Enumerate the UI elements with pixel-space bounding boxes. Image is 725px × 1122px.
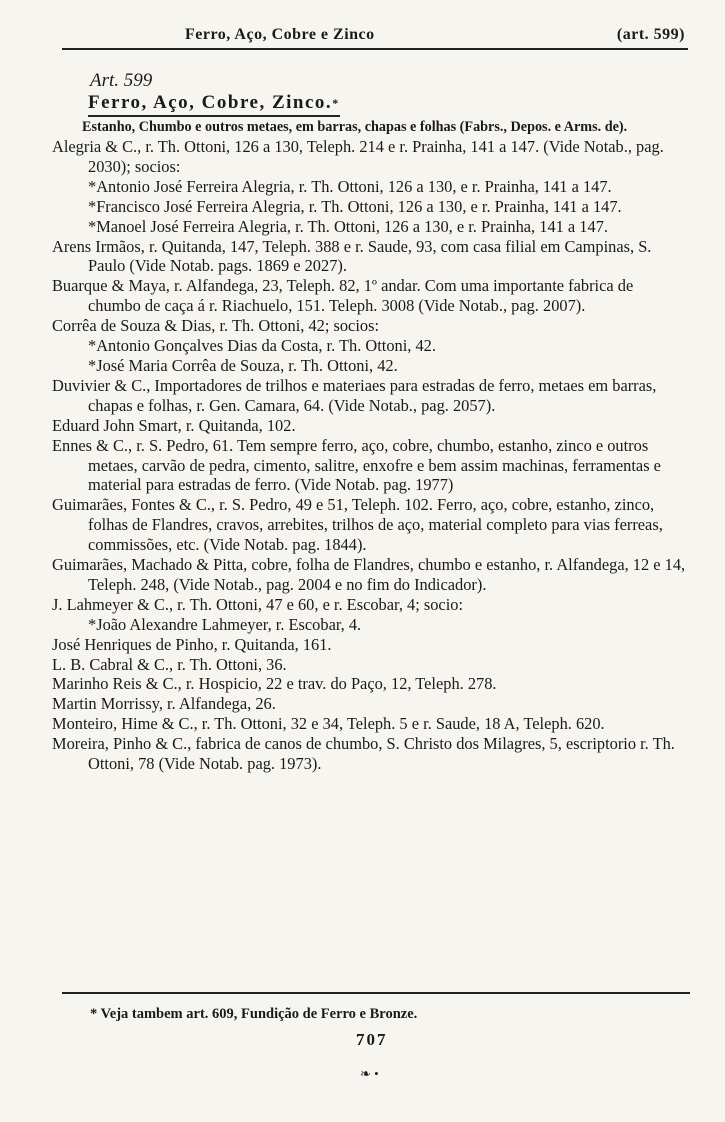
sub-entry: *Francisco José Ferreira Alegria, r. Th. Ottoni, 126 a 130, e r. Prainha, 141 a 147. (88, 196, 622, 216)
list-entry: Guimarães, Machado & Pitta, cobre, folha de Flandres, chumbo e estanho, r. Alfandega, 12 e 14, Teleph. 248, (Vide Notab., pag. 2004 e no fim do Indicador). (52, 555, 686, 594)
list-entry: Eduard John Smart, r. Quitanda, 102. (52, 415, 296, 435)
section-title-text: Ferro, Aço, Cobre, Zinco. (88, 92, 333, 113)
list-entry: J. Lahmeyer & C., r. Th. Ottoni, 47 e 60, e r. Escobar, 4; socio: (52, 594, 464, 614)
bottom-rule (62, 992, 690, 994)
list-entry: L. B. Cabral & C., r. Th. Ottoni, 36. (52, 654, 287, 674)
list-entry: José Henriques de Pinho, r. Quitanda, 161. (52, 634, 332, 654)
sub-entry: *João Alexandre Lahmeyer, r. Escobar, 4. (88, 614, 362, 634)
list-entry: Alegria & C., r. Th. Ottoni, 126 a 130, Teleph. 214 e r. Prainha, 141 a 147. (Vide Notab., pag. 2030); socios: (52, 137, 664, 176)
section-title-marker: * (332, 96, 340, 110)
list-entry: Martin Morrissy, r. Alfandega, 26. (52, 694, 276, 714)
list-entry: Arens Irmãos, r. Quitanda, 147, Teleph. 388 e r. Saude, 93, com casa filial em Campinas, S. Paulo (Vide Notab. pags. 1869 e 2027). (52, 236, 652, 276)
list-entry: Buarque & Maya, r. Alfandega, 23, Teleph. 82, 1º andar. Com uma importante fabrica de chumbo de caça á r. Riachuelo, 151. Teleph. 3008 (Vide Notab., pag. 2007). (52, 276, 634, 316)
sub-entry: *Antonio José Ferreira Alegria, r. Th. Ottoni, 126 a 130, e r. Prainha, 141 a 147. (88, 176, 612, 196)
sub-entry: *Antonio Gonçalves Dias da Costa, r. Th. Ottoni, 42. (88, 336, 436, 356)
list-entry: Monteiro, Hime & C., r. Th. Ottoni, 32 e 34, Teleph. 5 e r. Saude, 18 A, Teleph. 620. (52, 714, 605, 734)
section-intro: Estanho, Chumbo e outros metaes, em barras, chapas e folhas (Fabrs., Depos. e Arms. de). (82, 119, 628, 135)
section-title (88, 92, 340, 117)
running-head-article: (art. 599) (616, 26, 685, 43)
bottom-marks: ❧ • (360, 1066, 379, 1081)
sub-entry: *José Maria Corrêa de Souza, r. Th. Ottoni, 42. (88, 355, 398, 375)
entries-container (52, 137, 686, 774)
list-entry: Moreira, Pinho & C., fabrica de canos de chumbo, S. Christo dos Milagres, 5, escriptorio r. Th. Ottoni, 78 (Vide Notab. pag. 1973). (52, 734, 675, 774)
list-entry: Ennes & C., r. S. Pedro, 61. Tem sempre ferro, aço, cobre, chumbo, estanho, zinco e outros metaes, carvão de pedra, cimento, salitre, enxofre e bem assim machinas, ferramentas e material para estradas de ferro. (Vide Notab. pag. 1977) (52, 435, 661, 495)
list-entry: Duvivier & C., Importadores de trilhos e materiaes para estradas de ferro, metaes em barras, chapas e folhas, r. Gen. Camara, 64. (Vide Notab., pag. 2057). (52, 375, 657, 415)
list-entry: Corrêa de Souza & Dias, r. Th. Ottoni, 42; socios: (52, 316, 380, 336)
sub-entry: *Manoel José Ferreira Alegria, r. Th. Ottoni, 126 a 130, e r. Prainha, 141 a 147. (88, 216, 608, 236)
footnote: * Veja tambem art. 609, Fundição de Ferro e Bronze. (90, 1006, 418, 1022)
running-head (60, 26, 685, 48)
entry-list (52, 118, 686, 774)
top-rule (62, 48, 688, 50)
list-entry: Guimarães, Fontes & C., r. S. Pedro, 49 e 51, Teleph. 102. Ferro, aço, cobre, estanho, zinco, folhas de Flandres, cravos, arrebites, trilhos de aço, material completo para vias ferreas, commissões, etc. (Vide Notab. pag. 1844). (52, 495, 663, 555)
page-number: 707 (356, 1030, 388, 1049)
list-entry: Marinho Reis & C., r. Hospicio, 22 e trav. do Paço, 12, Teleph. 278. (52, 674, 497, 694)
article-number: Art. 599 (90, 70, 153, 91)
running-head-title: Ferro, Aço, Cobre e Zinco (185, 26, 375, 43)
